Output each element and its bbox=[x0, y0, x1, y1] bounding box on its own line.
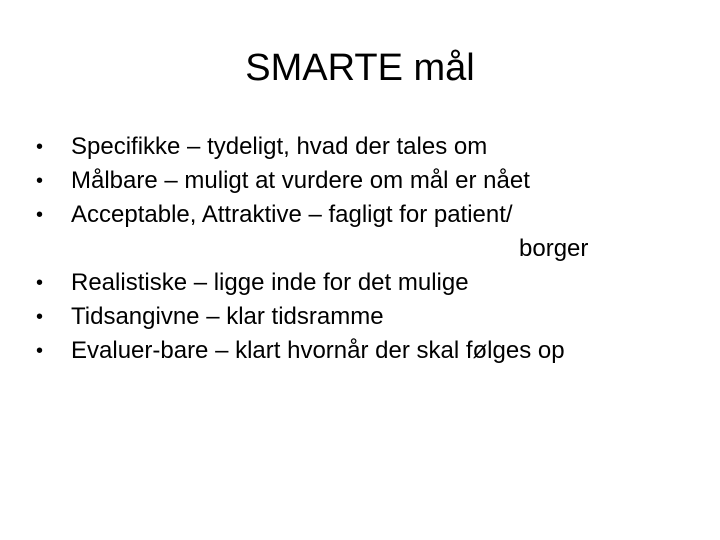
bullet-icon: • bbox=[36, 170, 44, 192]
bullet-icon: • bbox=[36, 340, 44, 362]
bullet-text: Evaluer-bare – klart hvornår der skal følges op bbox=[71, 337, 565, 364]
bullet-item-acceptable bbox=[36, 198, 696, 266]
bullet-item-tidsangivne bbox=[36, 300, 696, 334]
bullet-text-continuation: borger bbox=[519, 235, 589, 262]
bullet-icon: • bbox=[36, 272, 44, 294]
bullet-text: Realistiske – ligge inde for det mulige bbox=[71, 269, 469, 296]
bullet-icon: • bbox=[36, 204, 44, 226]
bullet-item-realistiske bbox=[36, 266, 696, 300]
bullet-list bbox=[36, 130, 696, 368]
bullet-text: Specifikke – tydeligt, hvad der tales om bbox=[71, 133, 488, 160]
bullet-text: Acceptable, Attraktive – fagligt for patient/ bbox=[71, 201, 513, 228]
bullet-icon: • bbox=[36, 136, 44, 158]
bullet-text: Målbare – muligt at vurdere om mål er nået bbox=[71, 167, 530, 194]
bullet-icon: • bbox=[36, 306, 44, 328]
bullet-item-specifikke bbox=[36, 130, 696, 164]
bullet-item-evaluer-bare bbox=[36, 334, 696, 368]
bullet-text: Tidsangivne – klar tidsramme bbox=[71, 303, 384, 330]
slide-title: SMARTE mål bbox=[245, 47, 475, 89]
bullet-item-maalbare bbox=[36, 164, 696, 198]
